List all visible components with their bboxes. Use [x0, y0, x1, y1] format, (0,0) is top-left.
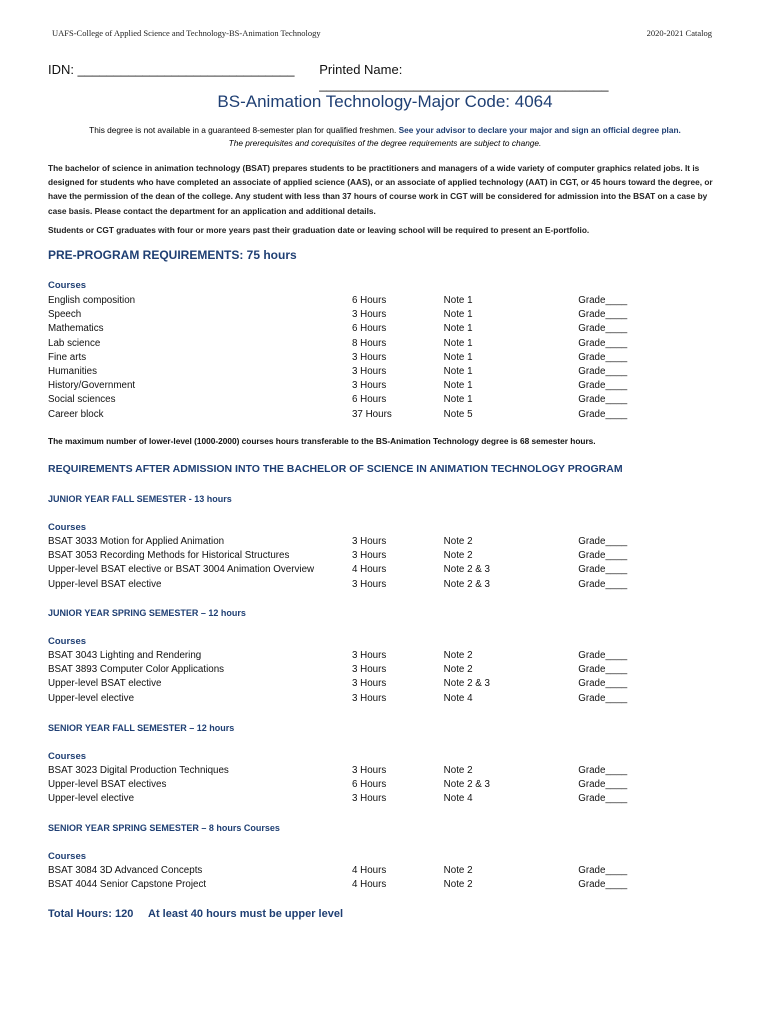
course-row [48, 308, 648, 322]
course-name: Lab science [48, 337, 101, 349]
course-row [48, 649, 648, 663]
course-name: History/Government [48, 380, 136, 392]
course-name: Upper-level elective [48, 692, 135, 704]
course-grade[interactable]: Grade____ [578, 678, 628, 690]
course-note: Note 2 [443, 765, 473, 776]
course-name: Humanities [48, 365, 98, 377]
course-row [48, 663, 648, 677]
course-grade[interactable]: Grade____ [578, 380, 628, 392]
course-grade[interactable]: Grade____ [578, 408, 628, 420]
course-grade[interactable]: Grade____ [578, 536, 628, 547]
course-grade[interactable]: Grade____ [578, 323, 628, 335]
course-grade[interactable]: Grade____ [578, 650, 628, 661]
course-row [48, 549, 648, 563]
course-grade[interactable]: Grade____ [578, 793, 628, 805]
course-note: Note 2 & 3 [443, 779, 490, 791]
course-grade[interactable]: Grade____ [578, 337, 628, 349]
intro-highlight: See your advisor to declare your major and sign an official degree plan. [398, 125, 681, 135]
course-hours: 3 Hours [351, 678, 387, 690]
course-name: Upper-level BSAT elective [48, 578, 162, 590]
course-grade[interactable]: Grade____ [578, 309, 628, 321]
course-hours: 3 Hours [351, 650, 387, 661]
course-name: Fine arts [48, 351, 87, 363]
course-hours: 4 Hours [351, 564, 387, 576]
course-hours: 3 Hours [351, 550, 387, 562]
course-note: Note 2 & 3 [443, 564, 490, 576]
course-row [48, 322, 648, 336]
pre-program-title: PRE-PROGRAM REQUIREMENTS: 75 hours [48, 248, 297, 262]
course-grade[interactable]: Grade____ [578, 365, 628, 377]
course-grade[interactable]: Grade____ [578, 394, 628, 406]
course-name: Social sciences [48, 394, 116, 406]
course-name: BSAT 3084 3D Advanced Concepts [48, 865, 203, 876]
course-hours: 3 Hours [351, 536, 387, 547]
course-name: BSAT 3033 Motion for Applied Animation [48, 536, 225, 547]
course-hours: 3 Hours [351, 793, 387, 805]
course-note: Note 2 [443, 865, 473, 876]
course-hours: 6 Hours [351, 779, 387, 791]
course-note: Note 4 [443, 793, 473, 805]
course-name: Upper-level BSAT electives [48, 779, 167, 791]
course-grade[interactable]: Grade____ [578, 865, 628, 876]
course-grade[interactable]: Grade____ [578, 564, 628, 576]
course-note: Note 1 [443, 394, 473, 406]
course-name: BSAT 3053 Recording Methods for Historical Structures [48, 550, 290, 562]
max-transfer-note: The maximum number of lower-level (1000-2000) courses hours transferable to the BS-Animation Technology degree is 68 semester hours. [48, 436, 596, 446]
course-row [48, 294, 648, 308]
course-row [48, 764, 648, 778]
course-row [48, 792, 648, 806]
form-fields [48, 62, 690, 92]
senior-fall-table [48, 764, 648, 807]
course-note: Note 1 [443, 295, 473, 306]
course-row [48, 408, 648, 422]
course-note: Note 2 [443, 536, 473, 547]
course-note: Note 2 & 3 [443, 578, 490, 590]
course-grade[interactable]: Grade____ [578, 578, 628, 590]
course-hours: 4 Hours [351, 865, 387, 876]
course-grade[interactable]: Grade____ [578, 779, 628, 791]
course-note: Note 1 [443, 309, 473, 321]
course-grade[interactable]: Grade____ [578, 351, 628, 363]
course-grade[interactable]: Grade____ [578, 664, 628, 676]
senior-fall-title: SENIOR YEAR FALL SEMESTER – 12 hours [48, 723, 235, 733]
course-note: Note 2 [443, 879, 473, 891]
course-grade[interactable]: Grade____ [578, 879, 628, 891]
course-name: BSAT 3023 Digital Production Techniques [48, 765, 229, 776]
course-row [48, 677, 648, 691]
junior-spring-title: JUNIOR YEAR SPRING SEMESTER – 12 hours [48, 608, 246, 618]
course-name: English composition [48, 295, 136, 306]
course-hours: 3 Hours [351, 664, 387, 676]
total-hours-value: Total Hours: 120 [48, 908, 134, 920]
course-note: Note 1 [443, 380, 473, 392]
upper-level-requirement: At least 40 hours must be upper level [148, 908, 344, 920]
course-row [48, 393, 648, 407]
course-row [48, 351, 648, 365]
course-grade[interactable]: Grade____ [578, 765, 628, 776]
course-note: Note 1 [443, 323, 473, 335]
intro-line [0, 125, 770, 135]
course-note: Note 5 [443, 408, 473, 420]
course-hours: 4 Hours [351, 879, 387, 891]
course-note: Note 4 [443, 692, 473, 704]
header-catalog: 2020-2021 Catalog [646, 28, 712, 38]
course-row [48, 578, 648, 592]
course-row [48, 379, 648, 393]
course-hours: 6 Hours [351, 323, 387, 335]
course-grade[interactable]: Grade____ [578, 295, 628, 306]
course-hours: 3 Hours [351, 309, 387, 321]
course-note: Note 2 [443, 650, 473, 661]
total-hours [48, 908, 343, 920]
header-left: UAFS-College of Applied Science and Technology-BS-Animation Technology [52, 28, 321, 38]
course-row [48, 864, 648, 878]
junior-spring-table [48, 649, 648, 706]
course-hours: 3 Hours [351, 380, 387, 392]
course-name: Upper-level BSAT elective [48, 678, 162, 690]
course-hours: 3 Hours [351, 365, 387, 377]
page-header [52, 28, 712, 38]
junior-fall-title: JUNIOR YEAR FALL SEMESTER - 13 hours [48, 494, 232, 504]
course-note: Note 2 [443, 550, 473, 562]
course-row [48, 563, 648, 577]
course-note: Note 1 [443, 365, 473, 377]
course-hours: 6 Hours [351, 394, 387, 406]
course-name: BSAT 3893 Computer Color Applications [48, 664, 225, 676]
idn-field[interactable]: IDN: ______________________________ [48, 62, 295, 77]
course-grade[interactable]: Grade____ [578, 550, 628, 562]
after-admission-title: REQUIREMENTS AFTER ADMISSION INTO THE BACHELOR OF SCIENCE IN ANIMATION TECHNOLOGY PROGRAM [48, 463, 623, 475]
course-row [48, 337, 648, 351]
course-note: Note 2 [443, 664, 473, 676]
description-paragraph: The bachelor of science in animation technology (BSAT) prepares students to be practitioners and managers of a wide variety of computer graphics related jobs. It is designed for students who have completed an associate of applied science (AAS), or an associate of applied technology (AAT) in CGT, or 45 hours toward the degree, or have the permission of the dean of the college. Any student with less than 37 hours of course work in CGT will be considered for admission into the BSAT on a case by case basis. Please contact the department for an application and additional details. [48, 163, 713, 216]
course-hours: 8 Hours [351, 337, 387, 349]
courses-label: Courses [48, 522, 87, 533]
course-hours: 37 Hours [351, 408, 392, 420]
junior-fall-table [48, 535, 648, 592]
courses-label: Courses [48, 751, 87, 762]
portfolio-paragraph: Students or CGT graduates with four or more years past their graduation date or leaving school will be required to present an E-portfolio. [48, 225, 590, 235]
course-hours: 3 Hours [351, 692, 387, 704]
intro-subline: The prerequisites and corequisites of the degree requirements are subject to change. [228, 138, 542, 148]
courses-label: Courses [48, 280, 87, 291]
course-note: Note 1 [443, 351, 473, 363]
course-name: Career block [48, 408, 104, 420]
course-name: BSAT 4044 Senior Capstone Project [48, 879, 207, 891]
course-name: Upper-level BSAT elective or BSAT 3004 Animation Overview [48, 564, 315, 576]
course-row [48, 692, 648, 706]
course-row [48, 535, 648, 549]
course-hours: 3 Hours [351, 765, 387, 776]
course-note: Note 1 [443, 337, 473, 349]
printed-name-field[interactable]: Printed Name: ________________________________________ [319, 62, 609, 92]
intro-text: This degree is not available in a guaranteed 8-semester plan for qualified freshmen. [89, 125, 399, 135]
courses-label: Courses [48, 851, 87, 862]
course-name: BSAT 3043 Lighting and Rendering [48, 650, 202, 661]
course-hours: 3 Hours [351, 578, 387, 590]
course-row [48, 365, 648, 379]
course-row [48, 878, 648, 892]
course-hours: 3 Hours [351, 351, 387, 363]
course-name: Mathematics [48, 323, 104, 335]
senior-spring-table [48, 864, 648, 892]
pre-program-table [48, 294, 648, 422]
senior-spring-title: SENIOR YEAR SPRING SEMESTER – 8 hours Courses [48, 823, 280, 833]
courses-label: Courses [48, 636, 87, 647]
course-grade[interactable]: Grade____ [578, 692, 628, 704]
course-row [48, 778, 648, 792]
course-name: Upper-level elective [48, 793, 135, 805]
course-note: Note 2 & 3 [443, 678, 490, 690]
course-name: Speech [48, 309, 82, 321]
page-title: BS-Animation Technology-Major Code: 4064 [217, 92, 553, 111]
course-hours: 6 Hours [351, 295, 387, 306]
